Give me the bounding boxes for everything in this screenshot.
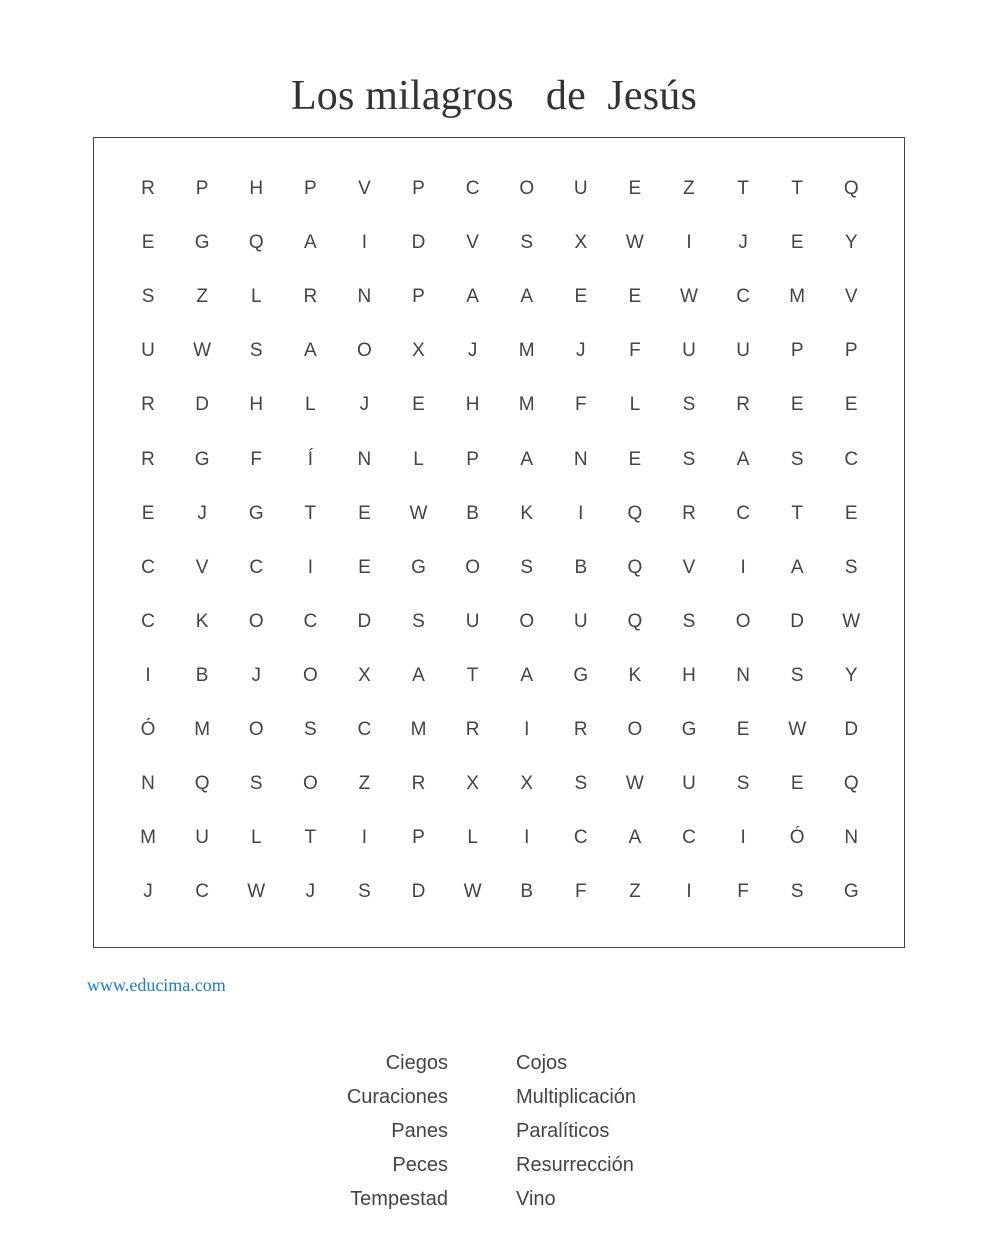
grid-letter[interactable]: D (411, 881, 426, 903)
grid-letter[interactable]: M (518, 340, 535, 362)
grid-letter[interactable]: O (627, 718, 643, 740)
grid-letter[interactable]: E (790, 232, 804, 254)
grid-letter[interactable]: T (304, 827, 317, 849)
word-list-item: Resurrección (516, 1154, 634, 1176)
grid-letter[interactable]: J (197, 502, 207, 524)
grid-letter[interactable]: X (412, 340, 425, 362)
grid-letter[interactable]: B (574, 556, 588, 578)
grid-letter[interactable]: W (193, 340, 212, 362)
grid-letter[interactable]: Q (627, 610, 643, 632)
grid-letter[interactable]: J (143, 881, 153, 903)
grid-letter[interactable]: E (736, 718, 750, 740)
grid-letter[interactable]: G (194, 448, 210, 470)
grid-letter[interactable]: P (844, 340, 858, 362)
grid-letter[interactable]: L (250, 827, 262, 849)
grid-letter[interactable]: S (249, 773, 263, 795)
grid-letter[interactable]: C (195, 881, 209, 903)
grid-letter[interactable]: Z (683, 178, 695, 200)
grid-letter[interactable]: S (141, 286, 155, 308)
grid-letter[interactable]: I (145, 664, 151, 686)
grid-letter[interactable]: P (195, 178, 209, 200)
grid-letter[interactable]: R (682, 502, 696, 524)
grid-letter[interactable]: E (628, 448, 642, 470)
grid-letter[interactable]: C (357, 718, 372, 740)
grid-letter[interactable]: V (844, 286, 858, 308)
grid-letter[interactable]: S (790, 881, 804, 903)
grid-letter[interactable]: I (578, 502, 584, 524)
grid-letter[interactable]: E (412, 394, 425, 416)
grid-letter[interactable]: J (576, 340, 586, 362)
grid-letter[interactable]: G (248, 502, 264, 524)
grid-letter[interactable]: G (411, 556, 426, 578)
grid-letter[interactable]: X (520, 773, 534, 795)
grid-letter[interactable]: R (141, 394, 155, 416)
grid-letter[interactable]: C (736, 286, 750, 308)
grid-letter[interactable]: U (141, 340, 155, 362)
grid-letter[interactable]: E (844, 502, 858, 524)
word-list-left-column (347, 1046, 448, 1216)
grid-letter[interactable]: B (520, 881, 534, 903)
grid-letter[interactable]: W (625, 232, 644, 254)
page-title: Los milagros de Jesús (290, 73, 698, 119)
grid-letter[interactable]: Q (627, 502, 643, 524)
grid-letter[interactable]: W (680, 286, 698, 308)
grid-letter[interactable]: E (628, 178, 642, 200)
grid-letter[interactable]: Q (627, 556, 643, 578)
grid-letter[interactable]: M (410, 718, 427, 740)
grid-letter[interactable]: G (681, 718, 697, 740)
word-list-item: Peces (392, 1154, 448, 1176)
grid-letter[interactable]: I (686, 232, 692, 254)
grid-letter[interactable]: D (411, 232, 426, 254)
grid-letter[interactable]: E (790, 773, 804, 795)
grid-letter[interactable]: K (195, 610, 209, 632)
grid-letter[interactable]: S (520, 232, 534, 254)
grid-letter[interactable]: O (248, 610, 264, 632)
grid-letter[interactable]: A (412, 664, 425, 686)
grid-letter[interactable]: P (412, 178, 425, 200)
grid-letter[interactable]: A (303, 340, 317, 362)
grid-letter[interactable]: C (465, 178, 480, 200)
grid-letter[interactable]: S (682, 610, 696, 632)
grid-letter[interactable]: B (195, 664, 209, 686)
grid-letter[interactable]: A (790, 556, 804, 578)
grid-letter[interactable]: E (358, 502, 371, 524)
grid-letter[interactable]: S (844, 556, 858, 578)
grid-letter[interactable]: Z (196, 286, 208, 308)
grid-letter[interactable]: Ó (789, 827, 805, 849)
grid-letter[interactable]: T (466, 664, 479, 686)
grid-letter[interactable]: T (737, 178, 749, 200)
grid-letter[interactable]: F (250, 448, 263, 470)
grid-letter[interactable]: Q (248, 232, 264, 254)
source-link[interactable]: www.educima.com (87, 975, 226, 995)
grid-letter[interactable]: M (140, 827, 156, 849)
grid-letter[interactable]: S (358, 881, 371, 903)
grid-letter[interactable]: E (628, 286, 642, 308)
grid-letter[interactable]: Q (843, 773, 859, 795)
grid-letter[interactable]: K (628, 664, 642, 686)
grid-letter[interactable]: G (843, 881, 859, 903)
grid-letter[interactable]: A (520, 286, 534, 308)
grid-letter[interactable]: X (466, 773, 479, 795)
word-list-item: Panes (391, 1120, 448, 1142)
grid-letter[interactable]: N (844, 827, 859, 849)
grid-letter[interactable]: M (194, 718, 211, 740)
grid-letter[interactable]: I (361, 827, 368, 849)
word-list-item: Ciegos (385, 1052, 448, 1074)
grid-letter[interactable]: Q (194, 773, 210, 795)
grid-letter[interactable]: C (573, 827, 588, 849)
grid-letter[interactable]: M (789, 286, 806, 308)
grid-letter[interactable]: S (574, 773, 588, 795)
grid-letter[interactable]: J (738, 232, 748, 254)
word-search-puzzle (93, 137, 905, 948)
grid-letter[interactable]: B (466, 502, 479, 524)
grid-letter[interactable]: P (466, 448, 479, 470)
grid-letter[interactable]: C (249, 556, 264, 578)
grid-letter[interactable]: L (467, 827, 478, 849)
grid-letter[interactable]: R (573, 718, 588, 740)
grid-letter[interactable]: L (250, 286, 262, 308)
grid-letter[interactable]: L (305, 394, 316, 416)
grid-letter[interactable]: V (195, 556, 209, 578)
grid-letter[interactable]: N (736, 664, 750, 686)
grid-letter[interactable]: H (465, 394, 480, 416)
grid-letter[interactable]: U (682, 773, 696, 795)
grid-letter[interactable]: W (247, 881, 266, 903)
grid-letter[interactable]: O (465, 556, 480, 578)
grid-letter[interactable]: I (524, 827, 530, 849)
grid-letter[interactable]: T (791, 178, 803, 200)
grid-letter[interactable]: H (249, 394, 264, 416)
grid-letter[interactable]: P (412, 827, 425, 849)
grid-letter[interactable]: U (736, 340, 750, 362)
grid-letter[interactable]: Í (307, 448, 313, 470)
grid-letter[interactable]: C (141, 610, 155, 632)
grid-letter[interactable]: F (629, 340, 641, 362)
grid-letter[interactable]: F (737, 881, 749, 903)
grid-letter[interactable]: V (466, 232, 479, 254)
grid-letter[interactable]: U (195, 827, 209, 849)
grid-letter[interactable]: A (303, 232, 317, 254)
grid-letter[interactable]: L (413, 448, 424, 470)
grid-letter[interactable]: V (358, 178, 371, 200)
grid-letter[interactable]: I (361, 232, 368, 254)
grid-letter[interactable]: Z (629, 881, 641, 903)
grid-letter[interactable]: S (249, 340, 263, 362)
grid-letter[interactable]: Z (358, 773, 371, 795)
grid-letter[interactable]: R (141, 178, 155, 200)
grid-letter[interactable]: W (842, 610, 861, 632)
grid-letter[interactable]: X (574, 232, 588, 254)
grid-letter[interactable]: S (682, 394, 696, 416)
grid-letter[interactable]: D (357, 610, 372, 632)
grid-letter[interactable]: E (141, 232, 155, 254)
grid-letter[interactable]: I (307, 556, 313, 578)
grid-letter[interactable]: M (518, 394, 535, 416)
word-list-item: Paralíticos (516, 1120, 610, 1142)
grid-letter[interactable]: S (520, 556, 534, 578)
grid-letter[interactable]: D (790, 610, 805, 632)
grid-letter[interactable]: D (844, 718, 859, 740)
grid-letter[interactable]: Y (844, 664, 858, 686)
grid-letter[interactable]: P (412, 286, 425, 308)
grid-letter[interactable]: G (194, 232, 210, 254)
grid-letter[interactable]: Ó (140, 718, 156, 740)
grid-letter[interactable]: N (357, 448, 372, 470)
grid-letter[interactable]: H (682, 664, 696, 686)
grid-letter[interactable]: S (790, 448, 804, 470)
grid-letter[interactable]: I (740, 827, 746, 849)
grid-letter[interactable]: C (844, 448, 859, 470)
grid-letter[interactable]: O (519, 610, 535, 632)
grid-letter[interactable]: O (519, 178, 535, 200)
grid-letter[interactable]: U (573, 610, 588, 632)
grid-letter[interactable]: A (520, 664, 534, 686)
grid-letter[interactable]: U (465, 610, 480, 632)
grid-letter[interactable]: R (303, 286, 318, 308)
grid-letter[interactable]: C (141, 556, 155, 578)
grid-letter[interactable]: E (574, 286, 588, 308)
grid-letter[interactable]: T (791, 502, 803, 524)
grid-letter[interactable]: O (735, 610, 751, 632)
grid-letter[interactable]: I (740, 556, 746, 578)
grid-letter[interactable]: V (682, 556, 696, 578)
grid-letter[interactable]: P (303, 178, 317, 200)
grid-letter[interactable]: W (625, 773, 644, 795)
grid-letter[interactable]: N (141, 773, 155, 795)
grid-letter[interactable]: C (682, 827, 696, 849)
grid-letter[interactable]: R (465, 718, 480, 740)
grid-letter[interactable]: J (359, 394, 370, 416)
grid-letter[interactable]: Q (843, 178, 859, 200)
grid-letter[interactable]: R (141, 448, 155, 470)
grid-letter[interactable]: N (573, 448, 588, 470)
grid-letter[interactable]: E (790, 394, 804, 416)
grid-letter[interactable]: G (573, 664, 589, 686)
grid-letter[interactable]: S (736, 773, 750, 795)
grid-letter[interactable]: E (844, 394, 858, 416)
grid-letter[interactable]: I (524, 718, 530, 740)
grid-letter[interactable]: J (467, 340, 478, 362)
grid-letter[interactable]: S (303, 718, 317, 740)
grid-letter[interactable]: E (358, 556, 371, 578)
grid-letter[interactable]: A (628, 827, 642, 849)
grid-letter[interactable]: J (251, 664, 261, 686)
grid-letter[interactable]: A (466, 286, 479, 308)
grid-letter[interactable]: H (249, 178, 264, 200)
grid-letter[interactable]: J (305, 881, 316, 903)
grid-letter[interactable]: S (682, 448, 696, 470)
grid-letter[interactable]: S (412, 610, 425, 632)
grid-letter[interactable]: U (573, 178, 588, 200)
grid-letter[interactable]: E (141, 502, 155, 524)
grid-letter[interactable]: S (790, 664, 804, 686)
grid-letter[interactable]: R (411, 773, 426, 795)
grid-letter[interactable]: O (248, 718, 264, 740)
grid-letter[interactable]: L (629, 394, 641, 416)
grid-letter[interactable]: O (302, 664, 318, 686)
word-list-right-column (516, 1046, 636, 1216)
grid-letter[interactable]: W (463, 881, 482, 903)
word-list-item: Vino (516, 1188, 556, 1210)
grid-letter[interactable]: O (302, 773, 318, 795)
grid-letter[interactable]: C (303, 610, 318, 632)
grid-letter[interactable]: A (736, 448, 750, 470)
word-list-item: Curaciones (346, 1086, 448, 1108)
grid-letter[interactable]: W (409, 502, 428, 524)
word-list-item: Tempestad (350, 1188, 448, 1210)
grid-letter[interactable]: I (686, 881, 692, 903)
grid-letter[interactable]: U (682, 340, 696, 362)
word-list-item: Cojos (516, 1052, 568, 1074)
grid-letter[interactable]: F (574, 394, 587, 416)
grid-letter[interactable]: R (736, 394, 750, 416)
grid-letter[interactable]: A (520, 448, 534, 470)
grid-letter[interactable]: F (574, 881, 587, 903)
grid-letter[interactable]: C (736, 502, 750, 524)
grid-letter[interactable]: Y (844, 232, 858, 254)
grid-letter[interactable]: K (520, 502, 534, 524)
grid-letter[interactable]: W (788, 718, 807, 740)
grid-letter[interactable]: T (304, 502, 317, 524)
grid-letter[interactable]: O (357, 340, 372, 362)
grid-letter[interactable]: P (790, 340, 804, 362)
letter-grid (121, 162, 878, 919)
grid-letter[interactable]: N (357, 286, 372, 308)
grid-letter[interactable]: D (195, 394, 209, 416)
word-list-item: Multiplicación (516, 1086, 637, 1108)
grid-letter[interactable]: X (358, 664, 371, 686)
